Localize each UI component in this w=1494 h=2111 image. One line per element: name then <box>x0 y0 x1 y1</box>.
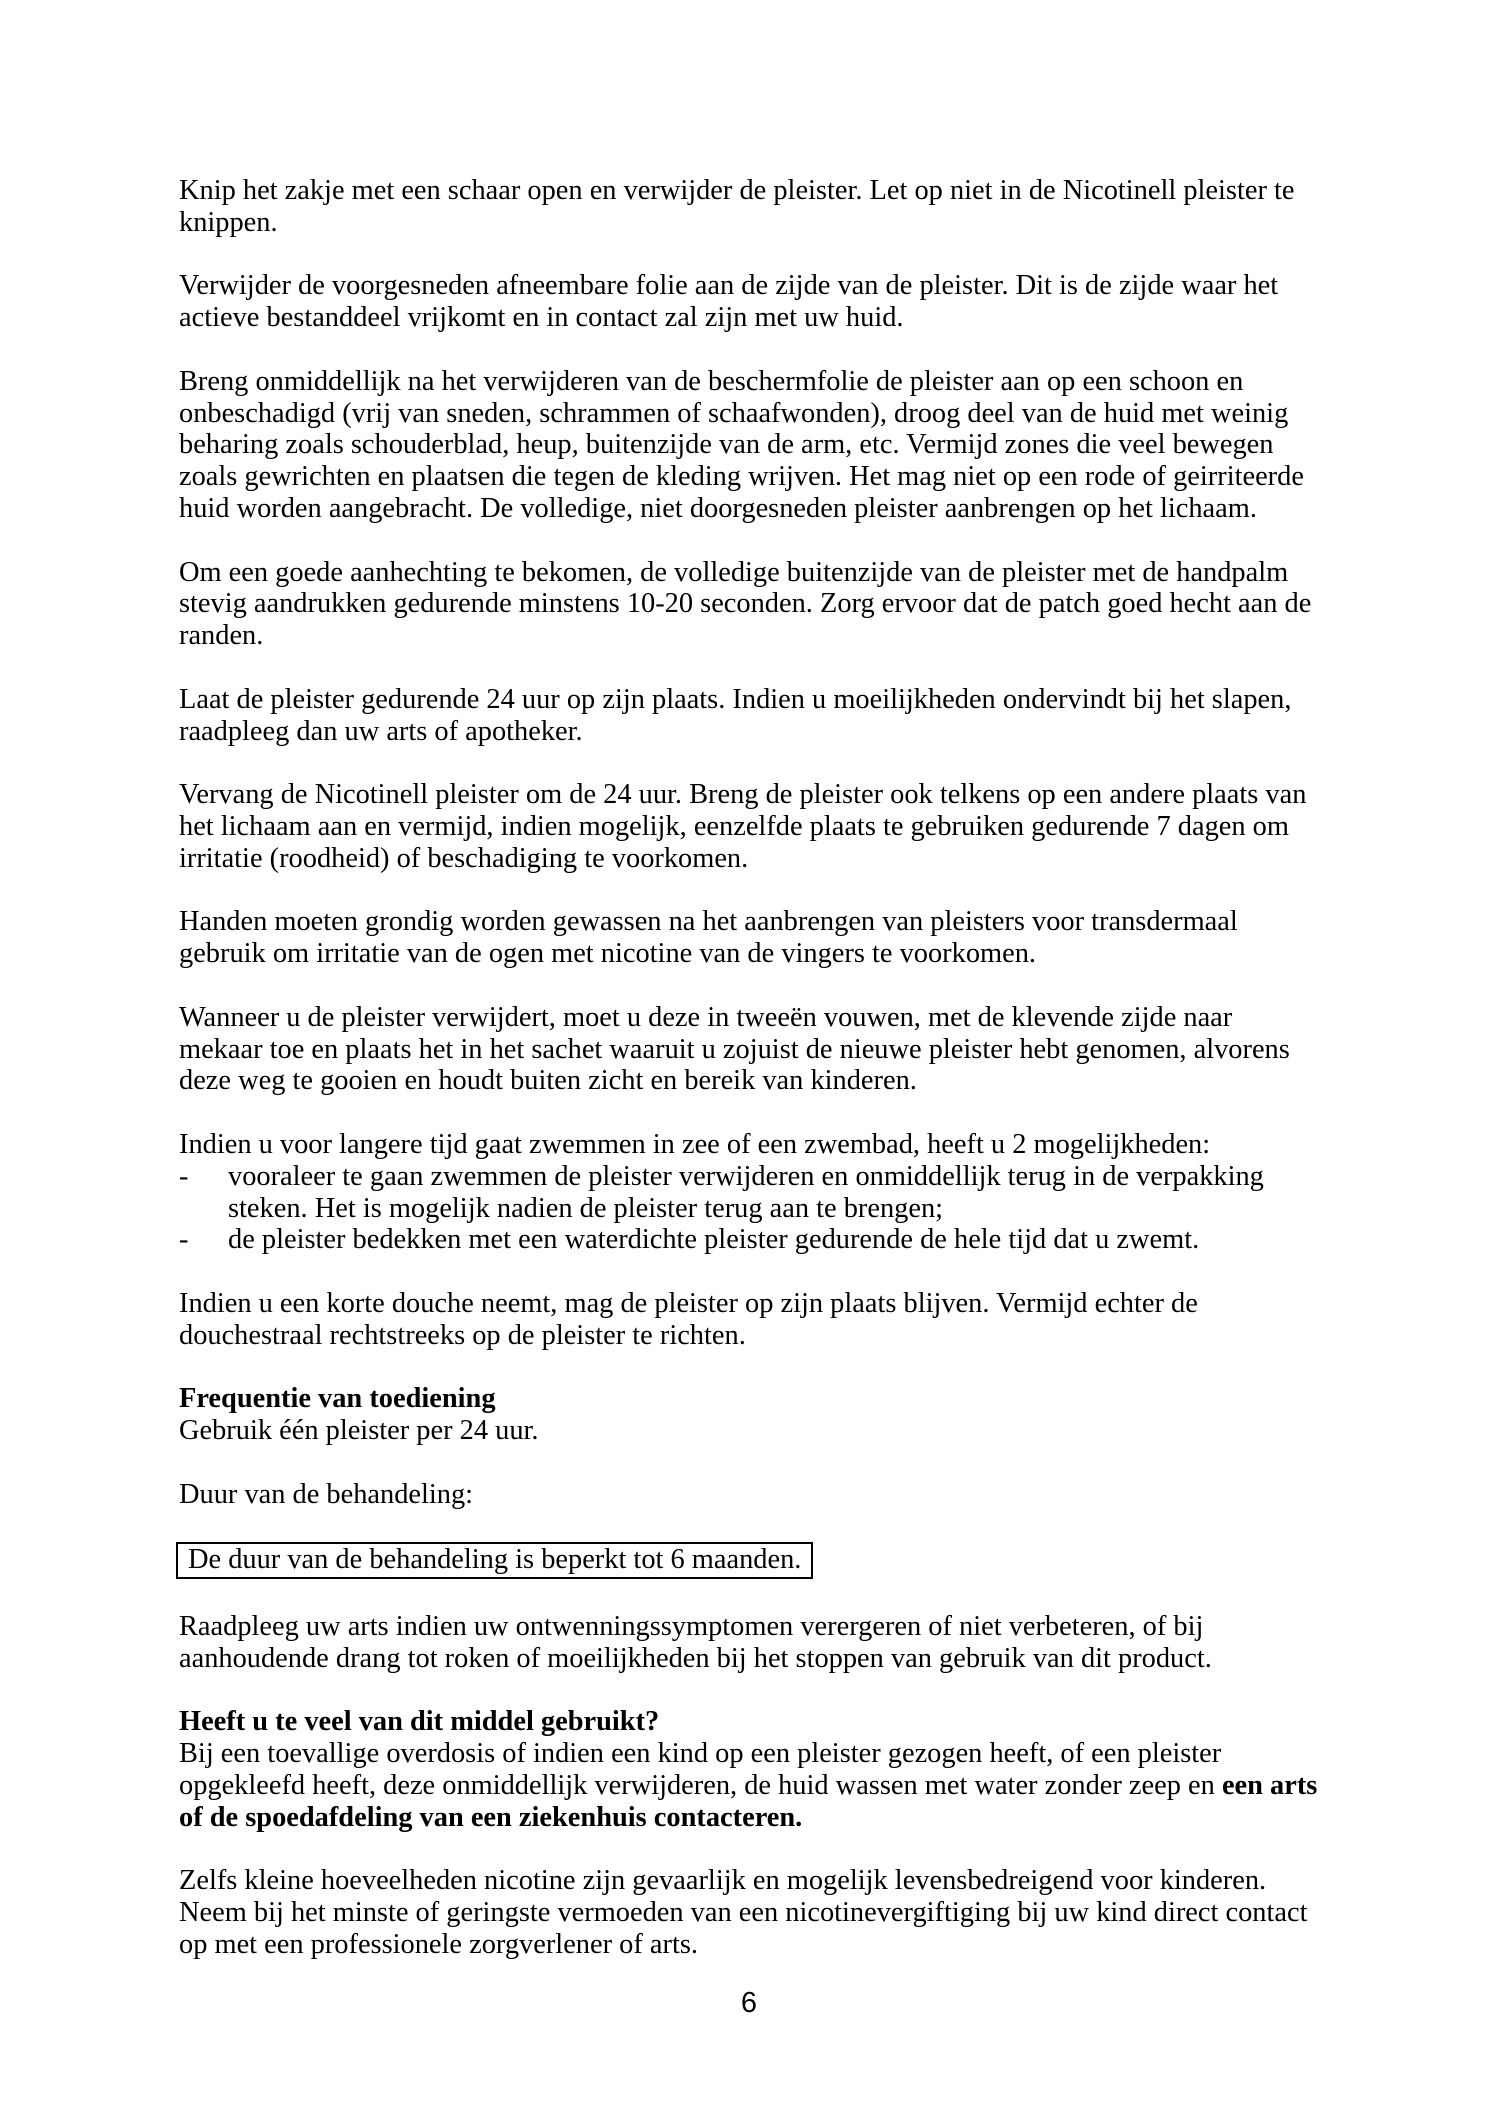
section-heading <box>179 1383 1319 1415</box>
paragraph <box>179 684 1319 748</box>
paragraph <box>179 1611 1319 1675</box>
paragraph <box>179 1865 1319 1960</box>
paragraph <box>179 557 1319 652</box>
text-run: Wanneer u de pleister verwijdert, moet u deze in tweeën vouwen, met de klevende zijde naar mekaar toe en plaats het in het sachet waaruit u zojuist de nieuwe pleister hebt genomen, alvorens deze weg te gooien en houdt buiten zicht en bereik van kinderen. <box>179 1001 1290 1097</box>
paragraph <box>179 270 1319 334</box>
list-intro: Indien u voor langere tijd gaat zwemmen in zee of een zwembad, heeft u 2 mogelijkheden: <box>179 1128 1211 1160</box>
text-run: De duur van de behandeling is beperkt tot 6 maanden. <box>188 1544 802 1576</box>
paragraph <box>179 1738 1319 1833</box>
text-run: Indien u een korte douche neemt, mag de pleister op zijn plaats blijven. Vermijd echter de douchestraal rechtstreeks op de pleister te richten. <box>179 1287 1198 1351</box>
paragraph <box>179 1479 1319 1511</box>
text-run: Zelfs kleine hoeveelheden nicotine zijn gevaarlijk en mogelijk levensbedreigend voor kinderen. Neem bij het minste of geringste vermoeden van een nicotinevergiftiging bij uw kind direct contact op met een professionele zorgverlener of arts. <box>179 1865 1308 1960</box>
list-item-text: vooraleer te gaan zwemmen de pleister verwijderen en onmiddellijk terug in de verpakking steken. Het is mogelijk nadien de pleister terug aan te brengen; <box>228 1160 1264 1224</box>
text-run: Om een goede aanhechting te bekomen, de volledige buitenzijde van de pleister met de handpalm stevig aandrukken gedurende minstens 10-20 seconden. Zorg ervoor dat de patch goed hecht aan de randen. <box>179 556 1312 652</box>
paragraph <box>179 779 1319 874</box>
text-run: Bij een toevallige overdosis of indien een kind op een pleister gezogen heeft, of een pleister opgekleefd heeft, deze onmiddellijk verwijderen, de huid wassen met water zonder zeep en <box>179 1738 1222 1801</box>
paragraph <box>179 1288 1319 1352</box>
bold-text-run: Frequentie van toediening <box>179 1383 496 1415</box>
paragraph <box>179 1002 1319 1097</box>
text-run: Vervang de Nicotinell pleister om de 24 uur. Breng de pleister ook telkens op een andere plaats van het lichaam aan en vermijd, indien mogelijk, eenzelfde plaats te gebruiken gedurende 7 dagen om irritatie (roodheid) of beschadiging te voorkomen. <box>179 779 1307 874</box>
list-item <box>179 1224 1319 1256</box>
text-run: Handen moeten grondig worden gewassen na het aanbrengen van pleisters voor transdermaal gebruik om irritatie van de ogen met nicotine van de vingers te voorkomen. <box>179 906 1238 970</box>
paragraph <box>179 906 1319 970</box>
text-run: Breng onmiddellijk na het verwijderen van de beschermfolie de pleister aan op een schoon en onbeschadigd (vrij van sneden, schrammen of schaafwonden), droog deel van de huid met weinig beharing zoals schouderblad, heup, buitenzijde van de arm, etc. Vermijd zones die veel bewegen zoals gewrichten en plaatsen die tegen de kleding wrijven. Het mag niet op een rode of geirriteerde huid worden aangebracht. De volledige, niet doorgesneden pleister aanbrengen op het lichaam. <box>179 365 1304 524</box>
bulleted-list <box>179 1129 1319 1256</box>
bold-text-run: Heeft u te veel van dit middel gebruikt? <box>179 1706 660 1738</box>
text-run: Knip het zakje met een schaar open en verwijder de pleister. Let op niet in de Nicotinell pleister te knippen. <box>179 175 1295 238</box>
list-dash-marker: - <box>179 1224 189 1256</box>
list-dash-marker: - <box>179 1160 189 1192</box>
text-run: Duur van de behandeling: <box>179 1478 474 1510</box>
boxed-note <box>176 1542 813 1579</box>
list-item <box>179 1161 1319 1225</box>
bold-text-run: een arts of de spoedafdeling van een ziekenhuis contacteren. <box>179 1769 1318 1833</box>
text-run: Gebruik één pleister per 24 uur. <box>179 1415 539 1447</box>
list-item-text: de pleister bedekken met een waterdichte pleister gedurende de hele tijd dat u zwemt. <box>228 1224 1200 1256</box>
page-number: 6 <box>740 1987 758 2019</box>
paragraph <box>179 1415 1319 1447</box>
boxed-paragraph <box>179 1542 1319 1579</box>
section-heading <box>179 1706 1319 1738</box>
text-run: Raadpleeg uw arts indien uw ontwenningssymptomen verergeren of niet verbeteren, of bij aanhoudende drang tot roken of moeilijkheden bij het stoppen van gebruik van dit product. <box>179 1610 1212 1674</box>
paragraph <box>179 366 1319 525</box>
text-run: Laat de pleister gedurende 24 uur op zijn plaats. Indien u moeilijkheden ondervindt bij het slapen, raadpleeg dan uw arts of apotheker. <box>179 683 1292 747</box>
document-body <box>179 175 1319 1992</box>
text-run: Verwijder de voorgesneden afneembare folie aan de zijde van de pleister. Dit is de zijde waar het actieve bestanddeel vrijkomt en in contact zal zijn met uw huid. <box>179 270 1279 334</box>
paragraph <box>179 175 1319 239</box>
